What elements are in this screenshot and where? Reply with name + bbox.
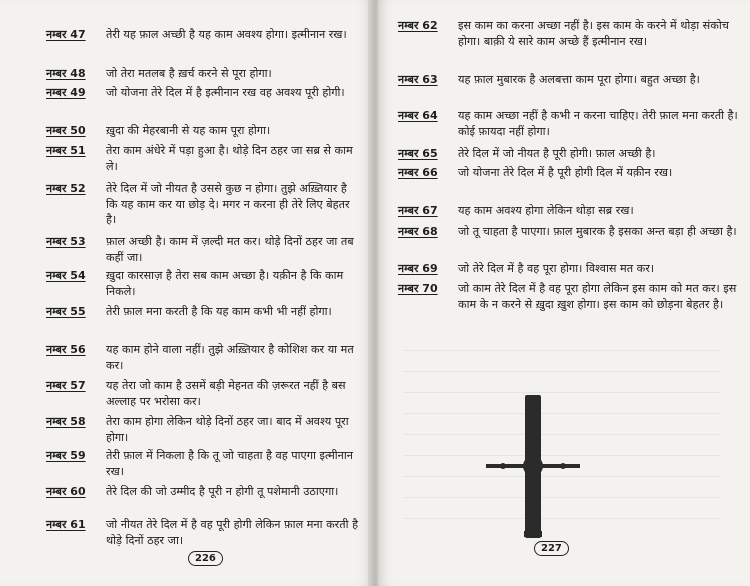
entry-text: जो योजना तेरे दिल में है पूरी होगी दिल में यक़ीन रख। xyxy=(458,166,673,179)
entry-text: तेरी फ़ाल मना करती है कि यह काम कभी भी नहीं होगा। xyxy=(106,305,332,318)
entry xyxy=(46,85,358,101)
entry-number: नम्बर 62 xyxy=(398,19,438,32)
entry-number: नम्बर 63 xyxy=(398,73,438,86)
entry-number: नम्बर 47 xyxy=(46,28,86,41)
entry-number: नम्बर 50 xyxy=(46,124,86,137)
entry-text: जो काम तेरे दिल में है वह पूरा होगा लेकिन इस काम को मत कर। इस काम के न करने से ख़ुदा ख़ुश होगा। इस काम को छोड़ना बेहतर है। xyxy=(458,282,737,311)
entry xyxy=(398,203,738,219)
entry xyxy=(46,66,358,82)
entry xyxy=(398,108,738,139)
entry-number: नम्बर 60 xyxy=(46,485,86,498)
entry-text: यह काम अवश्य होगा लेकिन थोड़ा सब्र रख। xyxy=(458,204,634,217)
entry-text: यह तेरा जो काम है उसमें बड़ी मेहनत की ज़रूरत नहीं है बस अल्लाह पर भरोसा कर। xyxy=(106,379,346,408)
entry-text: तेरे दिल की जो उम्मीद है पूरी न होगी तू पशेमानी उठाएगा। xyxy=(106,485,339,498)
entry-text: तेरी यह फ़ाल अच्छी है यह काम अवश्य होगा। इत्मीनान रख। xyxy=(106,28,347,41)
right-page xyxy=(378,0,750,586)
entry-text: फ़ाल अच्छी है। काम में ज़ल्दी मत कर। थोड़े दिनों ठहर जा तब कहीं जा। xyxy=(106,235,354,264)
entry xyxy=(398,146,738,162)
entry-number: नम्बर 70 xyxy=(398,282,438,295)
entry-text: तेरा काम अंधेरे में पड़ा हुआ है। थोड़े दिन ठहर जा सब्र से काम ले। xyxy=(106,144,353,173)
entry xyxy=(46,378,358,409)
entry-text: जो योजना तेरे दिल में है इत्मीनान रख वह अवश्य पूरी होगी। xyxy=(106,86,345,99)
entry xyxy=(398,165,738,181)
entry-text: ख़ुदा की मेहरबानी से यह काम पूरा होगा। xyxy=(106,124,271,137)
entry-number: नम्बर 53 xyxy=(46,235,86,248)
entry-text: तेरा काम होगा लेकिन थोड़े दिनों ठहर जा। बाद में अवश्य पूरा होगा। xyxy=(106,415,349,444)
entry-number: नम्बर 54 xyxy=(46,269,86,282)
entry-number: नम्बर 58 xyxy=(46,415,86,428)
entry-text: तेरे दिल में जो नीयत है पूरी होगी। फ़ाल अच्छी है। xyxy=(458,147,656,160)
entry xyxy=(46,27,358,43)
entry-number: नम्बर 68 xyxy=(398,225,438,238)
entry xyxy=(398,281,738,312)
entry-number: नम्बर 57 xyxy=(46,379,86,392)
entry xyxy=(398,18,738,49)
entry xyxy=(46,342,358,373)
entry-text: जो तू चाहता है पाएगा। फ़ाल मुबारक है इसका अन्त बड़ा ही अच्छा है। xyxy=(458,225,737,238)
entry xyxy=(46,268,358,299)
entry-text: जो नीयत तेरे दिल में है वह पूरी होगी लेकिन फ़ाल मना करती है थोड़े दिनों ठहर जा। xyxy=(106,518,359,547)
entry-text: यह काम अच्छा नहीं है कभी न करना चाहिए। तेरी फ़ाल मना करती है। कोई फ़ायदा नहीं होगा। xyxy=(458,109,738,138)
entry xyxy=(46,181,358,228)
entry xyxy=(46,304,358,320)
entry-number: नम्बर 55 xyxy=(46,305,86,318)
entry-number: नम्बर 48 xyxy=(46,67,86,80)
entry xyxy=(46,143,358,174)
entry xyxy=(398,72,738,88)
entry xyxy=(46,484,358,500)
entry xyxy=(46,414,358,445)
cross-post-ornament-icon xyxy=(478,395,588,540)
entry-number: नम्बर 65 xyxy=(398,147,438,160)
entry-text: यह फ़ाल मुबारक है अलबत्ता काम पूरा होगा। बहुत अच्छा है। xyxy=(458,73,700,86)
entry-number: नम्बर 61 xyxy=(46,518,86,531)
entry xyxy=(46,123,358,139)
entry xyxy=(46,234,358,265)
left-page xyxy=(0,0,372,586)
entry-text: तेरी फ़ाल में निकला है कि तू जो चाहता है वह पाएगा इत्मीनान रख। xyxy=(106,449,354,478)
entry xyxy=(398,224,738,240)
entry-number: नम्बर 64 xyxy=(398,109,438,122)
entry xyxy=(398,261,738,277)
entry-text: इस काम का करना अच्छा नहीं है। इस काम के करने में थोड़ा संकोच होगा। बाक़ी ये सारे काम अच्छे हैं इत्मीनान रख। xyxy=(458,19,729,48)
entry-text: तेरे दिल में जो नीयत है उससे कुछ न होगा। तुझे अख़्तियार है कि यह काम कर या छोड़ दे। मगर न करना ही तेरे लिए बेहतर है। xyxy=(106,182,350,226)
entry-text: जो तेरे दिल में है वह पूरा होगा। विश्वास मत कर। xyxy=(458,262,655,275)
entry-number: नम्बर 67 xyxy=(398,204,438,217)
entry-number: नम्बर 69 xyxy=(398,262,438,275)
entry-number: नम्बर 66 xyxy=(398,166,438,179)
entry-text: यह काम होने वाला नहीं। तुझे अख़्तियार है कोशिश कर या मत कर। xyxy=(106,343,354,372)
entry-text: जो तेरा मतलब है ख़र्च करने से पूरा होगा। xyxy=(106,67,272,80)
entry-number: नम्बर 52 xyxy=(46,182,86,195)
entry-number: नम्बर 56 xyxy=(46,343,86,356)
entry-number: नम्बर 59 xyxy=(46,449,86,462)
entry-number: नम्बर 51 xyxy=(46,144,86,157)
entry xyxy=(46,517,358,548)
entry-text: ख़ुदा कारसाज़ है तेरा सब काम अच्छा है। यक़ीन है कि काम निकले। xyxy=(106,269,344,298)
page-number: 227 xyxy=(534,541,569,556)
entry-number: नम्बर 49 xyxy=(46,86,86,99)
entry xyxy=(46,448,358,479)
page-number: 226 xyxy=(188,551,223,566)
